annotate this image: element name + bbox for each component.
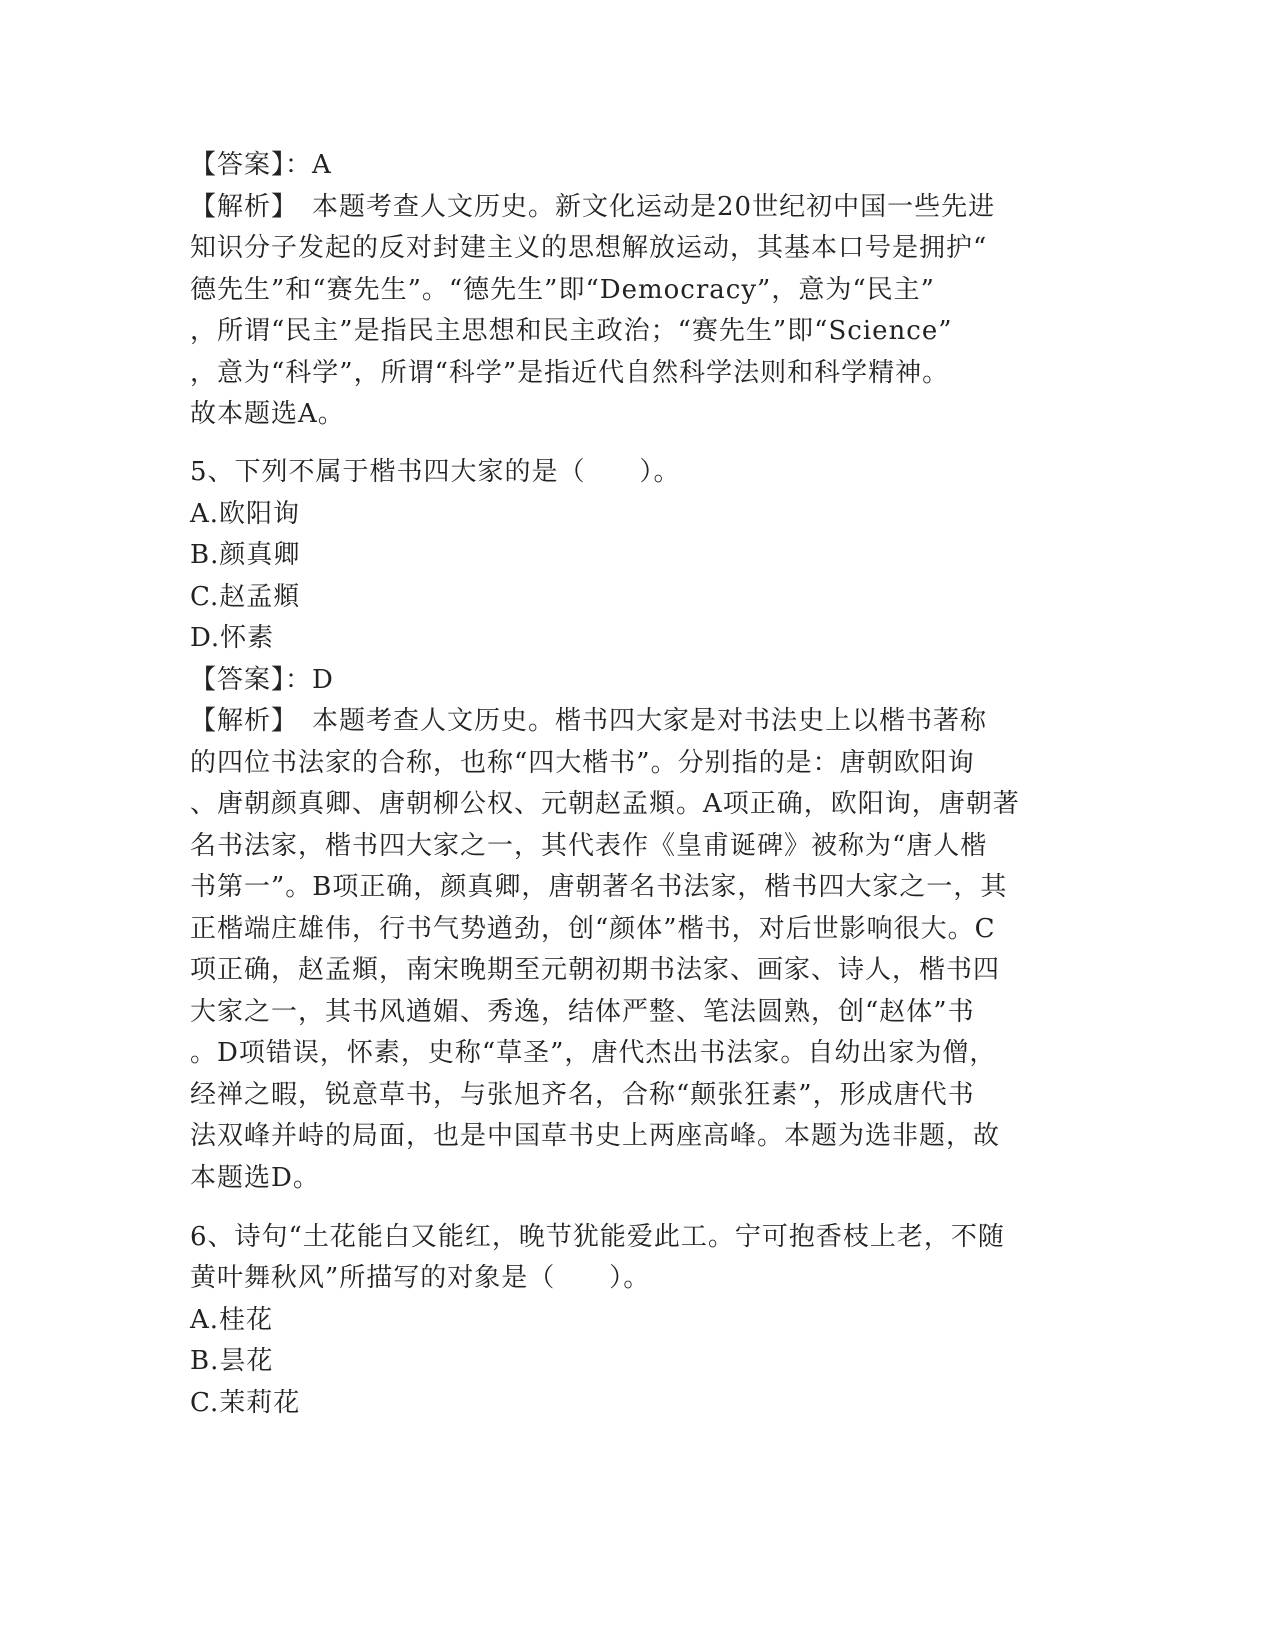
q5-analysis-line-8: 大家之一，其书风遒媚、秀逸，结体严整、笔法圆熟，创“赵体”书	[190, 997, 975, 1027]
q4-analysis-line-5: ，意为“科学”，所谓“科学”是指近代自然科学法则和科学精神。	[190, 358, 950, 388]
q6-stem-line-1: 6、诗句“土花能白又能红，晚节犹能爱此工。宁可抱香枝上老，不随	[190, 1222, 1005, 1252]
q4-answer: 【答案】：A	[190, 150, 332, 180]
q5-analysis-line-10: 经禅之暇，锐意草书，与张旭齐名，合称“颠张狂素”，形成唐代书	[190, 1080, 975, 1110]
q5-option-d: D.怀素	[190, 623, 275, 653]
q6-stem-line-2: 黄叶舞秋风”所描写的对象是（ ）。	[190, 1263, 651, 1293]
q6-option-c: C.茉莉花	[190, 1388, 301, 1418]
q5-analysis-line-12: 本题选D。	[190, 1163, 320, 1193]
q5-stem: 5、下列不属于楷书四大家的是（ ）。	[190, 457, 681, 487]
q5-analysis-line-7: 项正确，赵孟頫，南宋晚期至元朝初期书法家、画家、诗人，楷书四	[190, 955, 1001, 985]
q5-analysis-line-5: 书第一”。B项正确，颜真卿，唐朝著名书法家，楷书四大家之一，其	[190, 872, 1008, 902]
q4-analysis-line-4: ，所谓“民主”是指民主思想和民主政治；“赛先生”即“Science”	[190, 316, 953, 346]
q4-analysis-line-2: 知识分子发起的反对封建主义的思想解放运动，其基本口号是拥护“	[190, 233, 988, 263]
q5-analysis-line-6: 正楷端庄雄伟，行书气势遒劲，创“颜体”楷书，对后世影响很大。C	[190, 914, 996, 944]
q4-analysis-line-6: 故本题选A。	[190, 399, 345, 429]
q5-answer: 【答案】：D	[190, 665, 334, 695]
q5-analysis-line-9: 。D项错误，怀素，史称“草圣”，唐代杰出书法家。自幼出家为僧，	[190, 1038, 997, 1068]
q5-analysis-line-11: 法双峰并峙的局面，也是中国草书史上两座高峰。本题为选非题，故	[190, 1121, 1001, 1151]
q5-analysis-line-4: 名书法家，楷书四大家之一，其代表作《皇甫诞碑》被称为“唐人楷	[190, 831, 988, 861]
q5-analysis-line-3: 、唐朝颜真卿、唐朝柳公权、元朝赵孟頫。A项正确，欧阳询，唐朝著	[190, 789, 1020, 819]
q4-analysis-line-1: 【解析】 本题考查人文历史。新文化运动是20世纪初中国一些先进	[190, 192, 996, 222]
q5-option-b: B.颜真卿	[190, 540, 301, 570]
q5-analysis-line-1: 【解析】 本题考查人文历史。楷书四大家是对书法史上以楷书著称	[190, 706, 988, 736]
q6-option-b: B.昙花	[190, 1346, 274, 1376]
q5-analysis-line-2: 的四位书法家的合称，也称“四大楷书”。分别指的是：唐朝欧阳询	[190, 748, 975, 778]
q5-option-a: A.欧阳询	[190, 499, 301, 529]
q5-option-c: C.赵孟頫	[190, 582, 301, 612]
q4-analysis-line-3: 德先生”和“赛先生”。“德先生”即“Democracy”，意为“民主”	[190, 275, 935, 305]
q6-option-a: A.桂花	[190, 1305, 274, 1335]
